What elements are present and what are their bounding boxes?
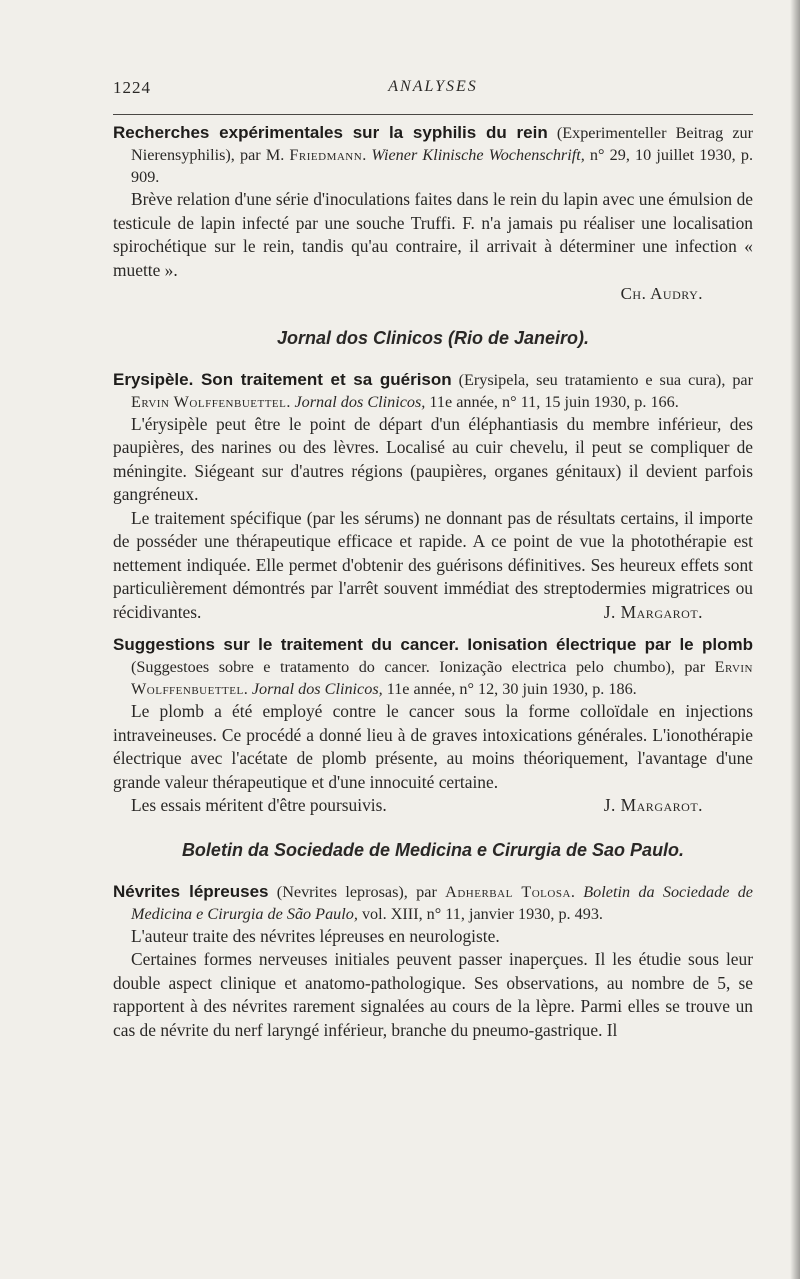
journal-name: Wiener Klinische Wochenschrift, bbox=[371, 146, 585, 164]
author-name: Ervin Wolffenbuettel bbox=[131, 658, 753, 698]
page-number: 1224 bbox=[113, 78, 151, 97]
citation-text: . bbox=[570, 882, 584, 901]
article-title: Recherches expérimentales sur la syphilis du rein bbox=[113, 123, 548, 142]
article-body: Brève relation d'une série d'inoculations faites dans le rein du lapin avec une émulsion de testicule de lapin infecté par une souche Truffi. F. n'a jamais pu réaliser une localisation spirochétique sur le rein, tandis qu'au contraire, il arrivait à déterminer une infection « muette ». bbox=[113, 189, 753, 280]
article-heading bbox=[113, 369, 753, 413]
article-heading bbox=[113, 881, 753, 925]
article-heading bbox=[113, 634, 753, 700]
article-erysipele bbox=[113, 369, 753, 625]
citation-text: 11e année, n° 11, 15 juin 1930, p. 166. bbox=[425, 392, 679, 411]
journal-name: Boletin da Sociedade de Medicina e Cirurgia de São Paulo, bbox=[131, 882, 753, 923]
article-nevrites-lepreuses bbox=[113, 881, 753, 1043]
article-body-text: Le traitement spécifique (par les sérums) ne donnant pas de résultats certains, il importe de posséder une thérapeutique efficace et rapide. A ce point de vue la photothérapie est nettement indiquée. Elle permet d'obtenir des guérisons définitives. Ses heureux effets sont particulièrement démontrés par l'arrêt souvent immédiat des streptodermies migratrices ou récidivantes. bbox=[113, 507, 753, 622]
running-title: ANALYSES bbox=[388, 78, 478, 95]
journal-name: Jornal dos Clinicos, bbox=[251, 680, 383, 698]
author-name: Friedmann bbox=[289, 146, 363, 164]
journal-name: Jornal dos Clinicos, bbox=[294, 392, 426, 411]
article-title: Névrites lépreuses bbox=[113, 881, 269, 901]
header-rule bbox=[113, 114, 753, 115]
article-heading bbox=[113, 122, 753, 188]
citation-text: (Suggestoes sobre e tratamento do cancer. Ionização electrica pelo chumbo), par bbox=[131, 658, 715, 676]
article-signature: J. Margarot. bbox=[603, 601, 703, 622]
section-heading-boletin: Boletin da Sociedade de Medicina e Cirurgia de Sao Paulo. bbox=[181, 839, 685, 860]
citation-text: vol. XIII, n° 11, janvier 1930, p. 493. bbox=[357, 904, 603, 923]
author-name: Adherbal Tolosa bbox=[445, 882, 571, 901]
citation-text: . bbox=[362, 146, 372, 164]
article-body: L'auteur traite des névrites lépreuses en neurologiste. bbox=[131, 925, 500, 946]
citation-text: (Experimenteller Beitrag zur Nierensyphilis), par M. bbox=[131, 124, 753, 164]
citation-text: (Erysipela, seu tratamiento e sua cura), par bbox=[451, 370, 754, 389]
article-signature: J. Margarot. bbox=[603, 795, 703, 815]
citation-text: . bbox=[286, 392, 295, 411]
page-header bbox=[113, 78, 753, 102]
citation-text: n° 29, 10 juillet 1930, p. 909. bbox=[131, 146, 754, 186]
article-title: Erysipèle. Son traitement et sa guérison bbox=[113, 369, 452, 389]
text-column bbox=[113, 122, 753, 1048]
article-cancer-plomb bbox=[113, 634, 753, 818]
article-signature: Ch. Audry. bbox=[620, 284, 703, 303]
article-body bbox=[113, 507, 753, 625]
article-body: Certaines formes nerveuses initiales peuvent passer inaperçues. Il les étudie sous leur double aspect clinique et anatomo-pathologique. Ses observations, au nombre de 5, se rapportent à des névrites rarement signalées au cours de la lèpre. Parmi elles se trouve un cas de névrite du nerf laryngé inférieur, branche du pneumo-gastrique. Il bbox=[113, 949, 753, 1040]
article-body-text: Les essais méritent d'être poursuivis. bbox=[131, 795, 387, 815]
article-syphilis-rein bbox=[113, 122, 753, 306]
article-body: Le plomb a été employé contre le cancer sous la forme colloïdale en injections intraveineuses. Ce procédé a donné lieu à de graves intoxications générales. L'ionothérapie électrique avec l'acétate de plomb présente, au moins théoriquement, l'avantage d'une grande valeur thérapeutique et d'une innocuité certaine. bbox=[113, 701, 753, 792]
article-title: Suggestions sur le traitement du cancer. Ionisation électrique par le plomb bbox=[113, 635, 753, 654]
section-heading-jornal: Jornal dos Clinicos (Rio de Janeiro). bbox=[276, 327, 590, 348]
citation-text: . bbox=[243, 680, 252, 698]
article-body: L'érysipèle peut être le point de départ d'un éléphantiasis du membre inférieur, des paupières, des narines ou des lèvres. Localisé au cuir chevelu, il peut se compliquer de méningite. Siégeant sur d'autres régions (paupières, organes génitaux) il devient parfois gangréneux. bbox=[113, 413, 753, 504]
author-name: Ervin Wolffenbuettel bbox=[131, 392, 287, 411]
citation-text: 11e année, n° 12, 30 juin 1930, p. 186. bbox=[382, 680, 637, 698]
page-edge-shadow bbox=[790, 0, 800, 1279]
citation-text: (Nevrites leprosas), par bbox=[268, 882, 446, 901]
article-body bbox=[113, 794, 753, 818]
